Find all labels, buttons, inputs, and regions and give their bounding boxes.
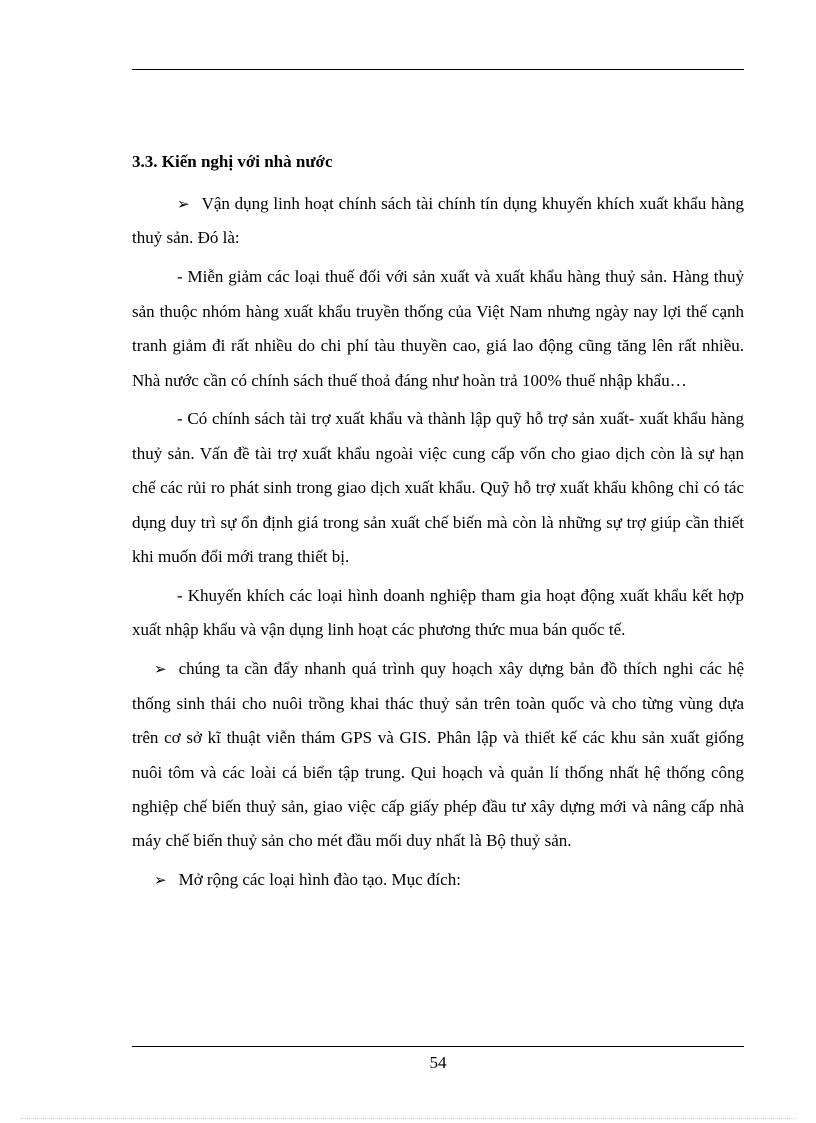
arrowhead-bullet-icon: ➢ [154, 660, 167, 679]
bullet-paragraph-training [132, 863, 744, 897]
arrowhead-bullet-icon: ➢ [177, 195, 190, 213]
page-edge-divider [20, 1118, 796, 1119]
document-body [132, 145, 744, 898]
paragraph-text: Mở rộng các loại hình đào tạo. Mục đích: [178, 870, 461, 890]
dash-paragraph-export-fund: - Có chính sách tài trợ xuất khẩu và thành lập quỹ hỗ trợ sản xuất- xuất khẩu hàng thuỷ sản. Vấn đề tài trợ xuất khẩu ngoài việc cung cấp vốn cho giao dịch còn là sự hạn chế các rủi ro phát sinh trong giao dịch xuất khẩu. Quỹ hỗ trợ xuất khẩu không chỉ có tác dụng duy trì sự ổn định giá trong sản xuất chế biến mà còn là những sự trợ giúp cần thiết khi muốn đổi mới trang thiết bị. [132, 409, 744, 567]
page-number: 54 [429, 1053, 447, 1072]
arrowhead-bullet-icon: ➢ [154, 871, 167, 890]
bullet-paragraph-planning [132, 652, 744, 858]
footer-rule [132, 1046, 744, 1047]
paragraph-text: Vận dụng linh hoạt chính sách tài chính tín dụng khuyến khích xuất khẩu hàng thuỷ sản. Đó là: [132, 194, 744, 248]
dash-paragraph-tax-exemption: - Miễn giảm các loại thuế đối với sản xuất và xuất khẩu hàng thuỷ sản. Hàng thuỷ sản thuộc nhóm hàng xuất khẩu truyền thống của Việt Nam nhưng ngày nay lợi thế cạnh tranh giảm đi rất nhiều do chi phí tàu thuyền cao, giá lao động cũng tăng lên rất nhiều. Nhà nước cần có chính sách thuế thoả đáng như hoàn trả 100% thuế nhập khẩu… [132, 267, 744, 390]
paragraph-text: chúng ta cần đẩy nhanh quá trình quy hoạch xây dựng bản đồ thích nghi các hệ thống sinh thái cho nuôi trồng khai thác thuỷ sản trên toàn quốc và cho từng vùng dựa trên cơ sở kĩ thuật viễn thám GPS và GIS. Phân lập và thiết kế các khu sản xuất giống nuôi tôm và các loài cá biển tập trung. Qui hoạch và quản lí thống nhất hệ thống công nghiệp chế biến thuỷ sản, giao việc cấp giấy phép đầu tư xây dựng mới và nâng cấp nhà máy chế biến thuỷ sản cho mét đầu mối duy nhất là Bộ thuỷ sản. [132, 659, 744, 851]
dash-paragraph-enterprise-encouragement: - Khuyến khích các loại hình doanh nghiệp tham gia hoạt động xuất khẩu kết hợp xuất nhập khẩu và vận dụng linh hoạt các phương thức mua bán quốc tế. [132, 585, 744, 640]
header-rule [132, 69, 744, 70]
section-heading: 3.3. Kiến nghị với nhà nước [132, 152, 333, 171]
bullet-paragraph-credit-policy [132, 187, 744, 256]
